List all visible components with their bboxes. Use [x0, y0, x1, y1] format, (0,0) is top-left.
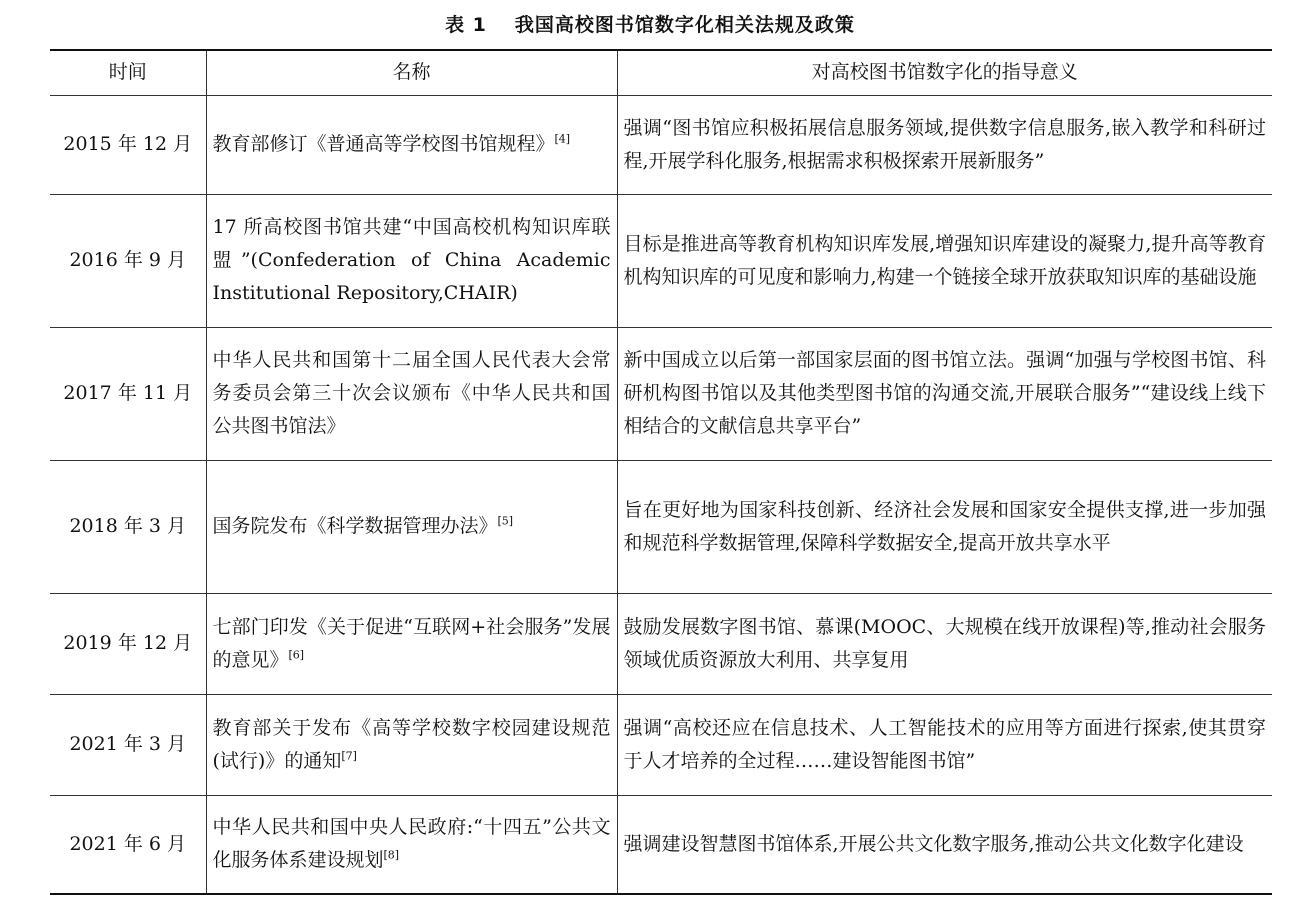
row-guidance: 强调建设智慧图书馆体系,开展公共文化数字服务,推动公共文化数字化建设 [617, 795, 1272, 894]
header-guidance: 对高校图书馆数字化的指导意义 [617, 50, 1272, 95]
reference-marker: [6] [288, 648, 305, 662]
row-name-text: 中华人民共和国中央人民政府:“十四五”公共文化服务体系建设规划 [212, 816, 611, 872]
header-time: 时间 [50, 50, 206, 95]
row-guidance: 强调“高校还应在信息技术、人工智能技术的应用等方面进行探索,使其贯穿于人才培养的全过程……建设智能图书馆” [617, 694, 1272, 795]
row-name-text: 中华人民共和国第十二届全国人民代表大会常务委员会第三十次会议颁布《中华人民共和国公共图书馆法》 [212, 349, 611, 437]
table-row [50, 795, 1272, 894]
reference-marker: [5] [497, 514, 514, 528]
table-number: 表 1 [445, 14, 487, 36]
row-guidance: 新中国成立以后第一部国家层面的图书馆立法。强调“加强与学校图书馆、科研机构图书馆以及其他类型图书馆的沟通交流,开展联合服务”“建设线上线下相结合的文献信息共享平台” [617, 327, 1272, 460]
row-name [206, 694, 617, 795]
row-name [206, 327, 617, 460]
row-name [206, 460, 617, 593]
table-header-row [50, 50, 1272, 95]
row-time: 2019 年 12 月 [50, 593, 206, 694]
row-time: 2021 年 3 月 [50, 694, 206, 795]
row-time: 2018 年 3 月 [50, 460, 206, 593]
row-name-text: 七部门印发《关于促进“互联网+社会服务”发展的意见》 [212, 615, 611, 671]
table-row [50, 194, 1272, 327]
row-name [206, 795, 617, 894]
row-name [206, 593, 617, 694]
table-title: 我国高校图书馆数字化相关法规及政策 [514, 14, 855, 36]
row-name-text: 17 所高校图书馆共建“中国高校机构知识库联盟”(Confederation of China Academic Institutional Repository,CHAIR) [212, 216, 611, 304]
row-name [206, 194, 617, 327]
table-row [50, 327, 1272, 460]
row-time: 2021 年 6 月 [50, 795, 206, 894]
row-name [206, 95, 617, 194]
row-guidance: 目标是推进高等教育机构知识库发展,增强知识库建设的凝聚力,提升高等教育机构知识库的可见度和影响力,构建一个链接全球开放获取知识库的基础设施 [617, 194, 1272, 327]
reference-marker: [8] [383, 848, 400, 862]
table-caption [0, 12, 1300, 38]
row-time: 2016 年 9 月 [50, 194, 206, 327]
row-time: 2017 年 11 月 [50, 327, 206, 460]
row-guidance: 旨在更好地为国家科技创新、经济社会发展和国家安全提供支撑,进一步加强和规范科学数据管理,保障科学数据安全,提高开放共享水平 [617, 460, 1272, 593]
row-guidance: 鼓励发展数字图书馆、慕课(MOOC、大规模在线开放课程)等,推动社会服务领域优质资源放大利用、共享复用 [617, 593, 1272, 694]
row-name-text: 教育部关于发布《高等学校数字校园建设规范(试行)》的通知 [212, 716, 611, 772]
table-row [50, 694, 1272, 795]
reference-marker: [4] [554, 132, 571, 146]
header-name: 名称 [206, 50, 617, 95]
reference-marker: [7] [341, 749, 357, 763]
table-row [50, 95, 1272, 194]
row-time: 2015 年 12 月 [50, 95, 206, 194]
row-guidance: 强调“图书馆应积极拓展信息服务领域,提供数字信息服务,嵌入教学和科研过程,开展学科化服务,根据需求积极探索开展新服务” [617, 95, 1272, 194]
table-row [50, 460, 1272, 593]
policy-table [50, 49, 1272, 895]
row-name-text: 教育部修订《普通高等学校图书馆规程》 [212, 133, 555, 155]
table-row [50, 593, 1272, 694]
row-name-text: 国务院发布《科学数据管理办法》 [212, 515, 498, 537]
